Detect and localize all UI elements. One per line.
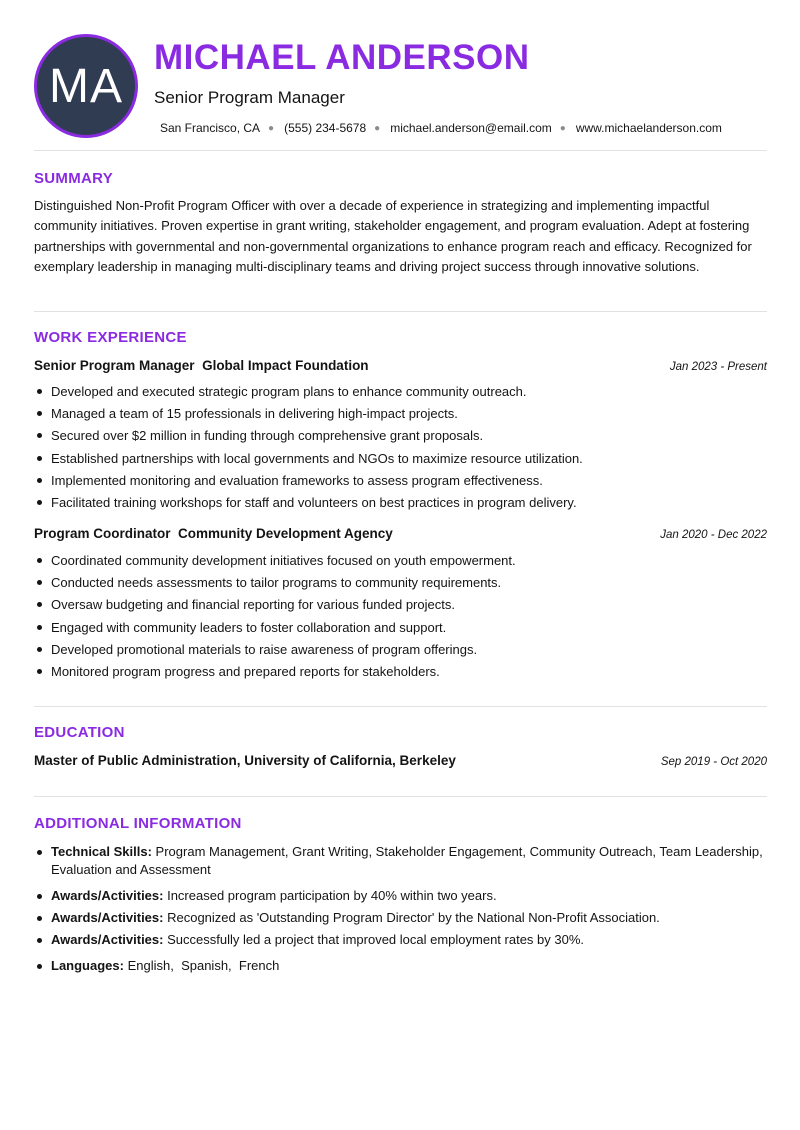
candidate-name: MICHAEL ANDERSON — [154, 38, 530, 77]
list-item — [34, 887, 767, 905]
list-item: Engaged with community leaders to foster collaboration and support. — [34, 620, 767, 642]
info-label: Technical Skills: — [51, 844, 152, 859]
job-role: Program Coordinator — [34, 526, 171, 541]
job-dates: Jan 2023 - Present — [669, 361, 767, 373]
avatar — [34, 34, 138, 138]
list-item: Managed a team of 15 professionals in delivering high-impact projects. — [34, 406, 767, 428]
list-item — [34, 931, 767, 949]
divider — [34, 150, 767, 151]
list-item: Secured over $2 million in funding through comprehensive grant proposals. — [34, 428, 767, 450]
info-label: Awards/Activities: — [51, 888, 164, 903]
info-label: Languages: — [51, 958, 124, 973]
section-heading-experience: WORK EXPERIENCE — [34, 329, 187, 346]
info-text: Program Management, Grant Writing, Stakeholder Engagement, Community Outreach, Team Leadership, Evaluation and Assessment — [51, 844, 763, 877]
job-title-line — [34, 358, 369, 373]
list-item: Monitored program progress and prepared reports for stakeholders. — [34, 664, 767, 686]
info-label: Awards/Activities: — [51, 910, 164, 925]
list-item: Conducted needs assessments to tailor programs to community requirements. — [34, 575, 767, 597]
job-company: Community Development Agency — [178, 526, 393, 541]
additional-info-list — [34, 843, 767, 975]
summary-text: Distinguished Non-Profit Program Officer with over a decade of experience in strategizing and implementing impactful community initiatives. Proven expertise in grant writing, stakeholder engagement, and program evaluation. Adept at fostering partnerships with governmental and non-governmental organizations to enhance program reach and efficacy. Recognized for exemplary leadership in managing multi-disciplinary teams and driving project success through innovative solutions. — [34, 198, 752, 274]
separator-dot-icon: ● — [268, 122, 275, 134]
list-item: Implemented monitoring and evaluation frameworks to assess program effectiveness. — [34, 473, 767, 495]
list-item: Facilitated training workshops for staff and volunteers on best practices in program delivery. — [34, 495, 767, 517]
list-item: Developed and executed strategic program plans to enhance community outreach. — [34, 384, 767, 406]
contact-bar — [160, 121, 722, 135]
list-item — [34, 843, 767, 879]
separator-dot-icon: ● — [374, 122, 381, 134]
education-dates: Sep 2019 - Oct 2020 — [660, 756, 767, 768]
job-company: Global Impact Foundation — [202, 358, 369, 373]
contact-location: San Francisco, CA — [160, 121, 261, 135]
job-header — [34, 526, 767, 541]
section-heading-summary: SUMMARY — [34, 170, 114, 187]
info-text: Recognized as 'Outstanding Program Director' by the National Non-Profit Association. — [167, 910, 660, 925]
info-text: English, Spanish, French — [127, 958, 280, 973]
section-heading-education: EDUCATION — [34, 724, 125, 741]
job-role: Senior Program Manager — [34, 358, 195, 373]
list-item: Established partnerships with local governments and NGOs to maximize resource utilization. — [34, 451, 767, 473]
avatar-initials: MA — [49, 59, 123, 113]
job-bullets — [34, 384, 767, 517]
info-text: Successfully led a project that improved local employment rates by 30%. — [167, 932, 585, 947]
section-heading-additional: ADDITIONAL INFORMATION — [34, 815, 242, 832]
list-item: Developed promotional materials to raise awareness of program offerings. — [34, 642, 767, 664]
info-label: Awards/Activities: — [51, 932, 164, 947]
info-text: Increased program participation by 40% within two years. — [167, 888, 497, 903]
list-item — [34, 909, 767, 927]
contact-email[interactable]: michael.anderson@email.com — [390, 121, 552, 135]
contact-website[interactable]: www.michaelanderson.com — [575, 121, 722, 135]
job-title-line — [34, 526, 393, 541]
separator-dot-icon: ● — [559, 122, 566, 134]
education-header — [34, 753, 767, 768]
job-bullets — [34, 553, 767, 686]
contact-phone[interactable]: (555) 234-5678 — [284, 121, 367, 135]
list-item — [34, 957, 767, 975]
divider — [34, 796, 767, 797]
divider — [34, 311, 767, 312]
job-header — [34, 358, 767, 373]
candidate-title: Senior Program Manager — [154, 88, 345, 107]
list-item: Oversaw budgeting and financial reporting for various funded projects. — [34, 597, 767, 619]
divider — [34, 706, 767, 707]
job-dates: Jan 2020 - Dec 2022 — [660, 529, 767, 541]
list-item: Coordinated community development initiatives focused on youth empowerment. — [34, 553, 767, 575]
education-degree: Master of Public Administration, University of California, Berkeley — [34, 753, 456, 768]
